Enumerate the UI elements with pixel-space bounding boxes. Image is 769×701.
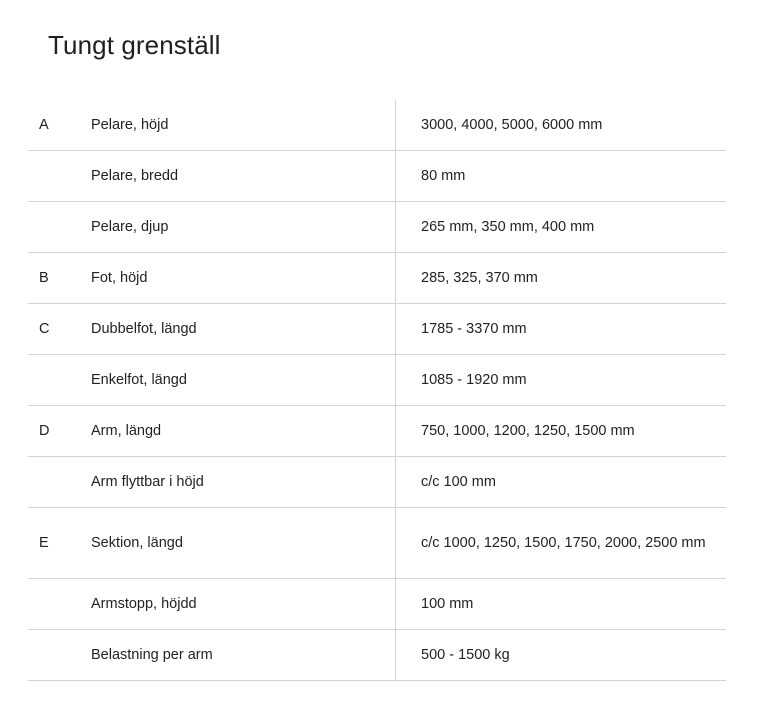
spec-code: D <box>28 406 89 457</box>
spec-code <box>28 630 89 681</box>
spec-label: Sektion, längd <box>89 508 396 579</box>
spec-label: Dubbelfot, längd <box>89 304 396 355</box>
spec-code: E <box>28 508 89 579</box>
spec-value: c/c 100 mm <box>396 457 727 508</box>
spec-code: C <box>28 304 89 355</box>
spec-code <box>28 579 89 630</box>
spec-value: 1085 - 1920 mm <box>396 355 727 406</box>
table-row <box>28 202 726 253</box>
spec-value: 1785 - 3370 mm <box>396 304 727 355</box>
table-row <box>28 100 726 151</box>
spec-label: Fot, höjd <box>89 253 396 304</box>
spec-code: A <box>28 100 89 151</box>
spec-label: Enkelfot, längd <box>89 355 396 406</box>
table-row <box>28 253 726 304</box>
spec-code <box>28 202 89 253</box>
spec-value: 500 - 1500 kg <box>396 630 727 681</box>
table-row <box>28 630 726 681</box>
table-row <box>28 355 726 406</box>
table-row <box>28 457 726 508</box>
spec-value: 750, 1000, 1200, 1250, 1500 mm <box>396 406 727 457</box>
spec-value: 3000, 4000, 5000, 6000 mm <box>396 100 727 151</box>
spec-value: 100 mm <box>396 579 727 630</box>
table-row <box>28 579 726 630</box>
spec-code <box>28 355 89 406</box>
spec-value: c/c 1000, 1250, 1500, 1750, 2000, 2500 mm <box>396 508 727 579</box>
page-title: Tungt grenställ <box>48 30 221 60</box>
spec-label: Arm, längd <box>89 406 396 457</box>
table-row <box>28 151 726 202</box>
spec-label: Belastning per arm <box>89 630 396 681</box>
spec-value: 265 mm, 350 mm, 400 mm <box>396 202 727 253</box>
table-row <box>28 406 726 457</box>
spec-label: Pelare, bredd <box>89 151 396 202</box>
spec-value: 80 mm <box>396 151 727 202</box>
spec-label: Armstopp, höjdd <box>89 579 396 630</box>
spec-code <box>28 151 89 202</box>
spec-label: Arm flyttbar i höjd <box>89 457 396 508</box>
spec-label: Pelare, höjd <box>89 100 396 151</box>
spec-value: 285, 325, 370 mm <box>396 253 727 304</box>
table-row <box>28 508 726 579</box>
spec-code <box>28 457 89 508</box>
spec-code: B <box>28 253 89 304</box>
table-row <box>28 304 726 355</box>
spec-table <box>28 100 726 681</box>
spec-label: Pelare, djup <box>89 202 396 253</box>
